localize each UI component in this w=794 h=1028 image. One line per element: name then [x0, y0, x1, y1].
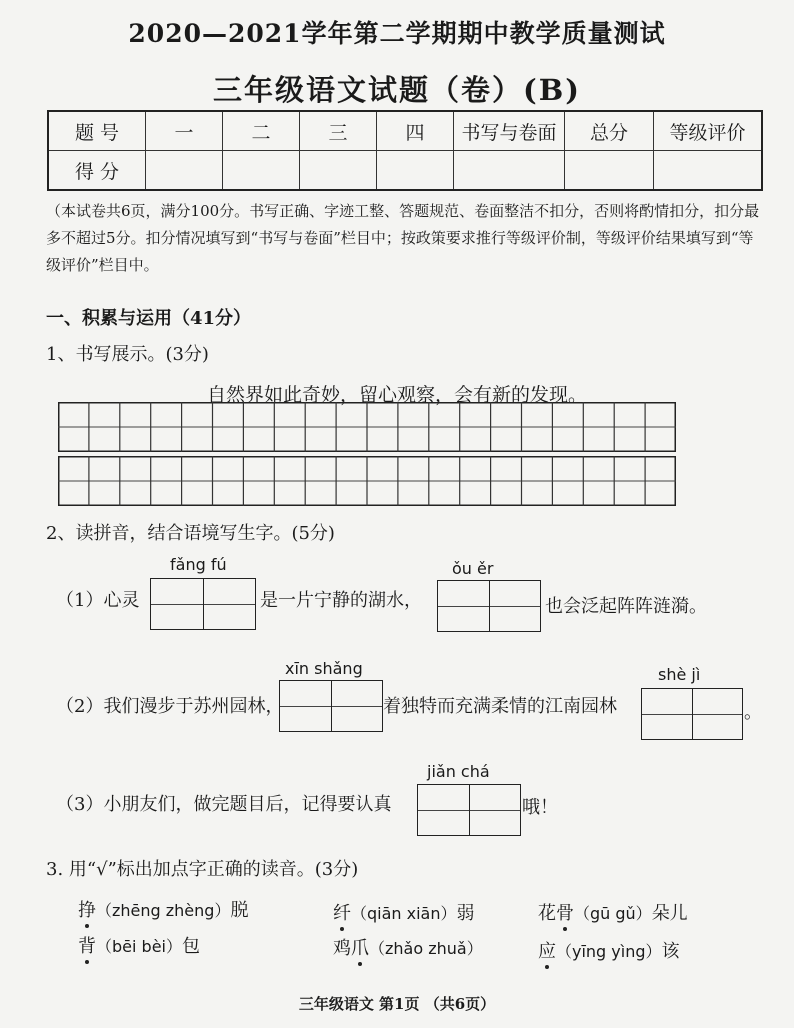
exam-instructions: （本试卷共6页，满分100分。书写正确、字迹工整、答题规范、卷面整洁不扣分，否则将酌情扣分，扣分最多不超过5分。扣分情况填写到“书写与卷面”栏目中；按政策要求推行等级评价制，等级评价结果填写到“等级评价”栏目中。: [46, 202, 760, 274]
sentence-part: 哦！: [522, 797, 558, 818]
score-table-score-row: [48, 151, 762, 191]
score-cell[interactable]: [300, 151, 377, 191]
sentence-part: （2）我们漫步于苏州园林，: [56, 696, 284, 717]
pinyin-jiancha: jiǎn chá: [427, 762, 490, 781]
reading-option[interactable]: 纤（qiān xiān）弱: [333, 903, 475, 924]
copy-sentence: 自然界如此奇妙，留心观察，会有新的发现。: [206, 384, 587, 406]
reading-option[interactable]: 鸡爪（zhǎo zhuǎ）: [333, 938, 483, 959]
sentence-part: 也会泛起阵阵涟漪。: [545, 596, 707, 617]
score-header-cell: 书写与卷面: [454, 111, 565, 151]
score-table-header-row: [48, 111, 762, 151]
score-cell[interactable]: [223, 151, 300, 191]
sentence-part: 着独特而充满柔情的江南园林: [383, 696, 617, 717]
score-header-cell: 总分: [565, 111, 654, 151]
answer-box-sheji[interactable]: [641, 688, 743, 740]
score-cell[interactable]: [377, 151, 454, 191]
score-cell[interactable]: [565, 151, 654, 191]
score-header-cell: 四: [377, 111, 454, 151]
exam-subtitle: 三年级语文试题（卷）(B): [213, 73, 581, 107]
reading-option[interactable]: 应（yīng yìng）该: [538, 941, 680, 962]
answer-box-ouer[interactable]: [437, 580, 541, 632]
pinyin-fangfu: fǎng fú: [170, 555, 227, 574]
reading-option[interactable]: 背（bēi bèi）包: [78, 936, 200, 957]
question-1-label: 1、书写展示。(3分): [46, 344, 209, 365]
page-footer: 三年级语文 第1页 （共6页）: [298, 995, 496, 1013]
reading-option[interactable]: 挣（zhēng zhèng）脱: [78, 900, 249, 921]
score-header-cell: 等级评价: [654, 111, 763, 151]
score-cell[interactable]: [654, 151, 763, 191]
answer-box-fangfu[interactable]: [150, 578, 256, 630]
sentence-part: 是一片宁静的湖水，: [260, 590, 422, 611]
score-cell[interactable]: [146, 151, 223, 191]
score-header-cell: 题 号: [48, 111, 146, 151]
writing-grid[interactable]: [58, 402, 676, 506]
sentence-part: （3）小朋友们，做完题目后，记得要认真: [56, 794, 392, 815]
answer-box-jiancha[interactable]: [417, 784, 521, 836]
pinyin-xinshang: xīn shǎng: [285, 659, 363, 678]
sentence-part: 。: [744, 702, 762, 723]
reading-option[interactable]: 花骨（gū gǔ）朵儿: [538, 903, 688, 924]
sentence-part: （1）心灵: [56, 590, 140, 611]
section-heading: 一、积累与运用（41分）: [46, 308, 252, 329]
score-table: [47, 110, 763, 191]
answer-box-xinshang[interactable]: [279, 680, 383, 732]
pinyin-ouer: ǒu ěr: [452, 559, 494, 578]
exam-title: 2020—2021学年第二学期期中教学质量测试: [128, 19, 666, 48]
score-header-cell: 三: [300, 111, 377, 151]
score-header-cell: 二: [223, 111, 300, 151]
question-2-label: 2、读拼音，结合语境写生字。(5分): [46, 523, 335, 544]
pinyin-sheji: shè jì: [658, 665, 701, 684]
score-cell[interactable]: [454, 151, 565, 191]
question-3-label: 3. 用“√”标出加点字正确的读音。(3分): [46, 859, 359, 880]
score-row-label: 得 分: [48, 151, 146, 191]
score-header-cell: 一: [146, 111, 223, 151]
